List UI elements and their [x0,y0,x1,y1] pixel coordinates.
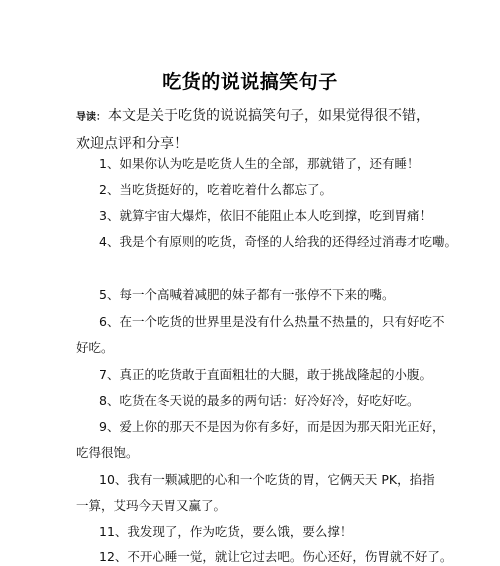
page-title: 吃货的说说搞笑句子 [162,71,338,93]
list-item-8: 8、吃货在冬天说的最多的两句话：好冷好冷，好吃好吃。 [99,393,420,408]
intro-line-1 [76,103,436,131]
list-item-6-line-1: 6、在一个吃货的世界里是没有什么热量不热量的，只有好吃不 [99,314,445,329]
list-item-12: 12、不开心睡一觉，就让它过去吧。伤心还好，伤胃就不好了。 [99,549,453,564]
list-item-3: 3、就算宇宙大爆炸，依旧不能阻止本人吃到撑，吃到胃痛！ [99,208,432,223]
list-item-1: 1、如果你认为吃是吃货人生的全部，那就错了，还有睡！ [99,156,420,171]
list-item-9-line-2: 吃得很饱。 [76,445,139,460]
intro-line-2 [76,131,436,158]
intro-paragraph [76,103,436,158]
list-item-9-line-1: 9、爱上你的那天不是因为你有多好，而是因为那天阳光正好， [99,419,445,434]
intro-text-1: 本文是关于吃货的说说搞笑句子，如果觉得很不错， [108,108,430,124]
intro-text-2: 欢迎点评和分享！ [76,136,188,152]
list-item-4: 4、我是个有原则的吃货，奇怪的人给我的还得经过消毒才吃嘞。 [99,234,457,249]
list-item-6-line-2: 好吃。 [76,340,114,355]
list-item-10-line-1: 10、我有一颗减肥的心和一个吃货的胃，它俩天天 PK，掐指 [99,472,435,487]
list-item-7: 7、真正的吃货敢于直面粗壮的大腿，敢于挑战隆起的小腹。 [99,367,432,382]
list-item-5: 5、每一个高喊着减肥的妹子都有一张停不下来的嘴。 [99,287,395,302]
list-item-11: 11、我发现了，作为吃货，要么饿，要么撑！ [99,524,353,539]
list-item-10-line-2: 一算，艾玛今天胃又赢了。 [76,498,227,513]
intro-lead: 导读： [76,112,106,123]
list-item-2: 2、当吃货挺好的，吃着吃着什么都忘了。 [99,182,332,197]
